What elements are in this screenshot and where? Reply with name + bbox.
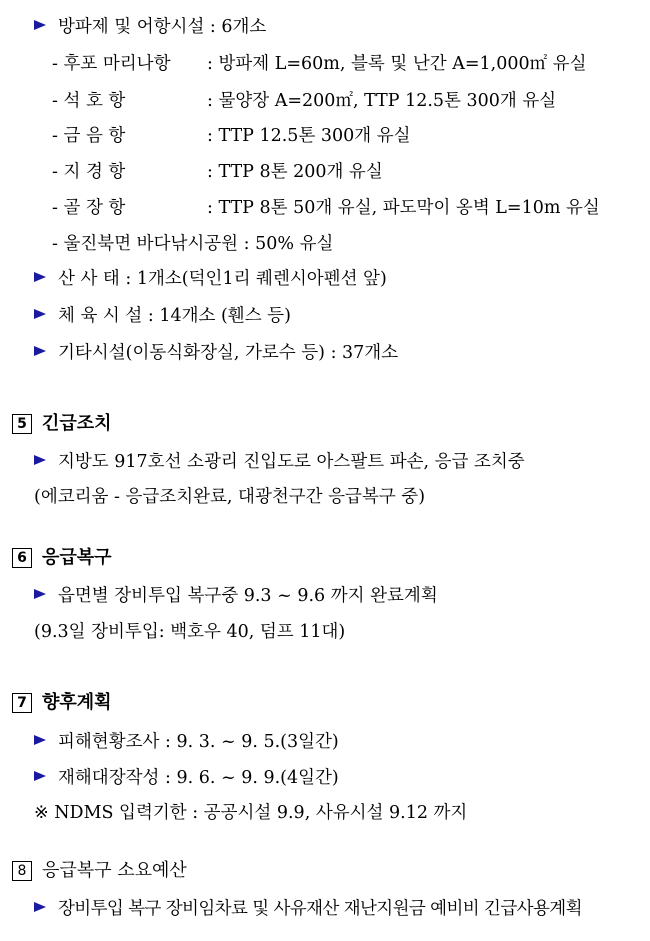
section-number-box: 5 [12,414,32,434]
facility-breakwater: 방파제 및 어항시설 : 6개소 [34,14,266,40]
section-8-bullet: 장비투입 복구 장비임차료 및 사유재산 재난지원금 예비비 긴급사용계획 [34,896,582,922]
section-8-heading: 8 응급복구 소요예산 [12,858,187,884]
arrow-bullet-icon [34,455,46,465]
sub-item-hupo: - 후포 마리나항 : 방파제 L=60m, 블록 및 난간 A=1,000㎡ 유실 [52,54,587,74]
arrow-bullet-icon [34,309,46,319]
section-5-bullet: 지방도 917호선 소광리 진입도로 아스팔트 파손, 응급 조치중 [34,449,525,475]
facility-others: 기타시설(이동식화장실, 가로수 등) : 37개소 [34,340,398,366]
arrow-bullet-icon [34,902,46,912]
section-7-note: ※ NDMS 입력기한 : 공공시설 9.9, 사유시설 9.12 까지 [34,803,468,823]
section-7-bullet-register: 재해대장작성 : 9. 6. ~ 9. 9.(4일간) [34,765,339,791]
section-number-box: 7 [12,693,32,713]
section-6-note: (9.3일 장비투입: 백호우 40, 덤프 11대) [34,622,346,642]
arrow-bullet-icon [34,735,46,745]
section-7-heading: 7 향후계획 [12,690,112,716]
arrow-bullet-icon [34,346,46,356]
arrow-bullet-icon [34,589,46,599]
sub-item-geumeum: - 금 음 항 : TTP 12.5톤 300개 유실 [52,126,411,146]
arrow-bullet-icon [34,771,46,781]
section-6-heading: 6 응급복구 [12,545,112,571]
section-number-box: 6 [12,548,32,568]
sub-item-uljin: - 울진북면 바다낚시공원 : 50% 유실 [52,234,334,254]
sub-item-goljang: - 골 장 항 : TTP 8톤 50개 유실, 파도막이 옹벽 L=10m 유실 [52,198,600,218]
section-5-note: (에코리움 - 응급조치완료, 대광천구간 응급복구 중) [34,487,426,507]
facility-sports: 체 육 시 설 : 14개소 (휀스 등) [34,303,291,329]
section-6-bullet: 읍면별 장비투입 복구중 9.3 ~ 9.6 까지 완료계획 [34,583,438,609]
section-5-heading: 5 긴급조치 [12,411,112,437]
section-number-box: 8 [12,861,32,881]
sub-item-jigyeong: - 지 경 항 : TTP 8톤 200개 유실 [52,162,383,182]
sub-item-seokho: - 석 호 항 : 물양장 A=200㎡, TTP 12.5톤 300개 유실 [52,91,557,111]
facility-landslide: 산 사 태 : 1개소(덕인1리 퀘렌시아펜션 앞) [34,266,387,292]
arrow-bullet-icon [34,20,46,30]
arrow-bullet-icon [34,272,46,282]
section-7-bullet-survey: 피해현황조사 : 9. 3. ~ 9. 5.(3일간) [34,729,339,755]
